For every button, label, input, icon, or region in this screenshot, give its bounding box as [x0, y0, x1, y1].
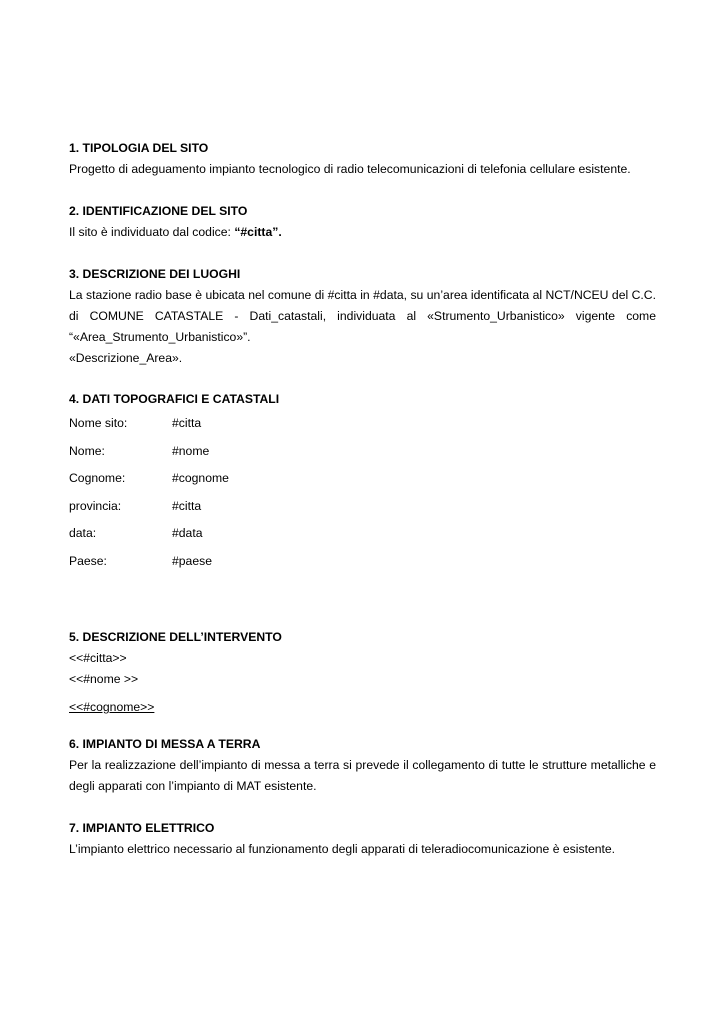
section-descrizione-luoghi [69, 264, 656, 369]
section-heading: 1. TIPOLOGIA DEL SITO [69, 141, 209, 155]
paragraph-line: degli apparati con l’impianto di MAT esistente. [69, 779, 317, 793]
row-label: Paese: [69, 553, 107, 568]
paragraph-line: «Descrizione_Area». [69, 351, 183, 365]
section-tipologia [69, 138, 656, 180]
row-value: #citta [172, 498, 202, 513]
row-value: #data [172, 526, 203, 541]
paragraph-line: La stazione radio base è ubicata nel comune di #citta in #data, su un’area identificata al NCT/NCEU del C.C. [69, 288, 656, 302]
row-label: data: [69, 526, 97, 541]
section-heading: 2. IDENTIFICAZIONE DEL SITO [69, 204, 248, 218]
paragraph-line: di COMUNE CATASTALE - Dati_catastali, individuata al «Strumento_Urbanistico» vigente come [69, 309, 656, 323]
site-code: “#citta”. [234, 225, 282, 239]
section-messa-a-terra [69, 734, 656, 797]
section-heading: 7. IMPIANTO ELETTRICO [69, 821, 215, 835]
placeholder-line-underlined: <<#cognome>> [69, 700, 155, 714]
section-text: L’impianto elettrico necessario al funzionamento degli apparati di teleradiocomunicazione è esistente. [69, 842, 616, 856]
section-identificazione [69, 201, 656, 243]
data-row [69, 551, 656, 579]
row-label: provincia: [69, 498, 122, 513]
row-label: Nome: [69, 443, 105, 458]
data-row [69, 413, 656, 441]
code-prefix: Il sito è individuato dal codice: [69, 225, 235, 239]
section-heading: 5. DESCRIZIONE DELL’INTERVENTO [69, 630, 282, 644]
data-row [69, 441, 656, 469]
row-value: #cognome [172, 471, 229, 486]
row-value: #nome [172, 443, 210, 458]
row-label: Nome sito: [69, 416, 128, 430]
paragraph-line: “«Area_Strumento_Urbanistico»”. [69, 330, 251, 344]
section-heading: 3. DESCRIZIONE DEI LUOGHI [69, 267, 241, 281]
data-row [69, 468, 656, 496]
row-value: #citta [172, 416, 202, 430]
paragraph-line: Per la realizzazione dell’impianto di messa a terra si prevede il collegamento di tutte le strutture metalliche e [69, 758, 656, 772]
section-heading: 4. DATI TOPOGRAFICI E CATASTALI [69, 392, 280, 406]
placeholder-line: <<#citta>> [69, 651, 127, 665]
row-value: #paese [172, 553, 212, 568]
placeholder-line: <<#nome >> [69, 672, 139, 686]
section-text: Progetto di adeguamento impianto tecnologico di radio telecomunicazioni di telefonia cellulare esistente. [69, 162, 631, 176]
section-text [69, 222, 656, 243]
data-row [69, 523, 656, 551]
section-impianto-elettrico [69, 818, 656, 860]
section-descrizione-intervento [69, 627, 656, 718]
data-row [69, 496, 656, 524]
section-dati-topografici [69, 389, 656, 579]
row-label: Cognome: [69, 471, 126, 486]
section-heading: 6. IMPIANTO DI MESSA A TERRA [69, 737, 261, 751]
